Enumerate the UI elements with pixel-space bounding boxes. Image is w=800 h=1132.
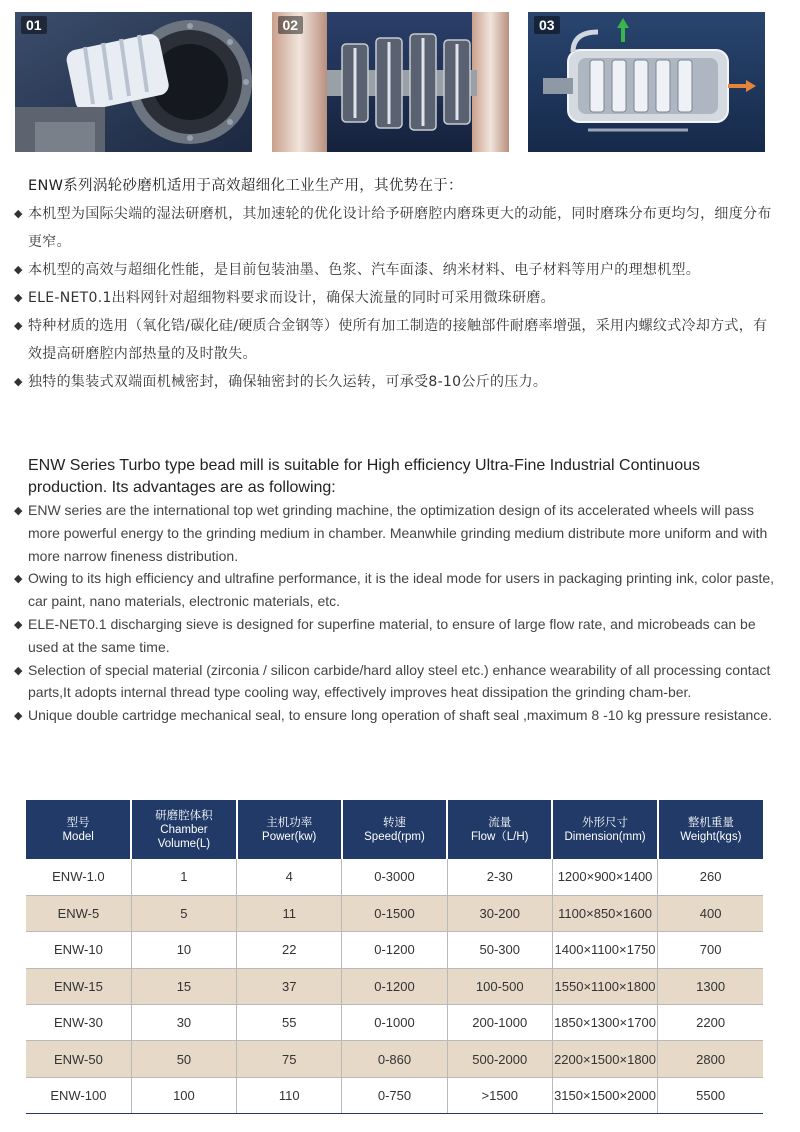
diamond-bullet-icon: ◆: [14, 319, 23, 332]
table-row: [26, 968, 763, 1004]
specification-table: [26, 800, 763, 1114]
chinese-advantage-item: [14, 256, 774, 284]
cell-power: 22: [237, 932, 342, 968]
cell-speed: 0-1200: [342, 968, 447, 1004]
english-advantage-text: ENW series are the international top wet grinding machine, the optimization design of its accelerated wheels will pass more powerful energy to the grinding medium in chamber. Meanwhile grinding medium distribute more uniform and with more narrow fineness distribution.: [28, 502, 768, 564]
cell-weight: 2200: [658, 1005, 763, 1041]
cell-volume: 1: [131, 859, 236, 895]
cell-weight: 700: [658, 932, 763, 968]
photo-number: 01: [21, 16, 47, 34]
cell-speed: 0-3000: [342, 859, 447, 895]
cell-power: 37: [237, 968, 342, 1004]
cell-speed: 0-1000: [342, 1005, 447, 1041]
english-advantage-item: [14, 567, 776, 613]
chinese-advantage-text: 本机型为国际尖端的湿法研磨机，其加速轮的优化设计给予研磨腔内磨珠更大的动能，同时磨珠分布更均匀，细度分布更窄。: [28, 206, 772, 250]
cell-model: ENW-100: [26, 1077, 131, 1113]
cell-volume: 30: [131, 1005, 236, 1041]
table-row: [26, 859, 763, 895]
diamond-bullet-icon: ◆: [14, 263, 23, 276]
photo-number: 03: [534, 16, 560, 34]
chinese-section-title: ENW系列涡轮砂磨机适用于高效超细化工业生产用，其优势在于：: [28, 178, 463, 194]
header-speed: 转速 Speed(rpm): [342, 800, 447, 859]
photo-strip: [15, 12, 765, 152]
english-advantage-text: Owing to its high efficiency and ultrafine performance, it is the ideal mode for users in packaging printing ink, color paste, car paint, nano materials, electronic materials, etc.: [28, 570, 775, 610]
cell-power: 11: [237, 895, 342, 931]
table-row: [26, 932, 763, 968]
cell-power: 55: [237, 1005, 342, 1041]
table-row: [26, 1005, 763, 1041]
photo-number: 02: [278, 16, 304, 34]
english-advantage-item: [14, 499, 776, 567]
cell-volume: 10: [131, 932, 236, 968]
table-header-row: [26, 800, 763, 859]
cell-flow: 100-500: [447, 968, 552, 1004]
cell-speed: 0-860: [342, 1041, 447, 1077]
diamond-bullet-icon: ◆: [14, 618, 23, 631]
diamond-bullet-icon: ◆: [14, 207, 23, 220]
photo-03-chamber-diagram: [528, 12, 765, 152]
cell-model: ENW-1.0: [26, 859, 131, 895]
cell-flow: >1500: [447, 1077, 552, 1113]
header-flow: 流量 Flow（L/H): [447, 800, 552, 859]
chinese-advantage-text: ELE-NET0.1出料网针对超细物料要求而设计，确保大流量的同时可采用微珠研磨。: [28, 290, 555, 306]
header-model: 型号 Model: [26, 800, 131, 859]
cell-weight: 2800: [658, 1041, 763, 1077]
header-power: 主机功率 Power(kw): [237, 800, 342, 859]
photo-01-rotor-cage: [15, 12, 252, 152]
cell-model: ENW-5: [26, 895, 131, 931]
diamond-bullet-icon: ◆: [14, 573, 23, 586]
cell-speed: 0-1500: [342, 895, 447, 931]
cell-dimension: 2200×1500×1800: [552, 1041, 657, 1077]
table-row: [26, 1077, 763, 1113]
header-weight: 整机重量 Weight(kgs): [658, 800, 763, 859]
rotor-cage-image: [15, 12, 252, 152]
cell-dimension: 1850×1300×1700: [552, 1005, 657, 1041]
diamond-bullet-icon: ◆: [14, 664, 23, 677]
chinese-advantage-item: [14, 200, 774, 256]
cell-volume: 5: [131, 895, 236, 931]
cell-dimension: 3150×1500×2000: [552, 1077, 657, 1113]
chamber-cutaway-image: [528, 12, 765, 152]
english-advantage-text: Unique double cartridge mechanical seal, to ensure long operation of shaft seal ,maximum 8 -10 kg pressure resistance.: [28, 707, 772, 724]
cell-model: ENW-30: [26, 1005, 131, 1041]
cell-flow: 50-300: [447, 932, 552, 968]
cell-weight: 400: [658, 895, 763, 931]
english-advantage-text: ELE-NET0.1 discharging sieve is designed for superfine material, to ensure of large flow rate, and microbeads can be used at the same time.: [28, 615, 756, 655]
cell-weight: 1300: [658, 968, 763, 1004]
diamond-bullet-icon: ◆: [14, 710, 23, 723]
cell-volume: 100: [131, 1077, 236, 1113]
chinese-advantage-item: [14, 284, 774, 312]
diamond-bullet-icon: ◆: [14, 505, 23, 517]
cell-weight: 5500: [658, 1077, 763, 1113]
cell-volume: 50: [131, 1041, 236, 1077]
english-section-title: ENW Series Turbo type bead mill is suitable for High efficiency Ultra-Fine Industrial Continuous production. Its advantages are as following:: [28, 457, 700, 496]
cell-power: 110: [237, 1077, 342, 1113]
cell-dimension: 1400×1100×1750: [552, 932, 657, 968]
chinese-advantage-text: 特种材质的选用（氧化锆/碳化硅/硬质合金钢等）使所有加工制造的接触部件耐磨率增强，采用内螺纹式冷却方式，有效提高研磨腔内部热量的及时散失。: [28, 318, 768, 362]
chinese-advantage-item: [14, 312, 774, 368]
chinese-advantages-section: [14, 175, 774, 396]
english-advantages-section: [14, 455, 776, 727]
cell-flow: 500-2000: [447, 1041, 552, 1077]
cell-model: ENW-10: [26, 932, 131, 968]
english-advantage-item: [14, 704, 776, 727]
cell-flow: 2-30: [447, 859, 552, 895]
cell-power: 4: [237, 859, 342, 895]
cell-weight: 260: [658, 859, 763, 895]
cell-volume: 15: [131, 968, 236, 1004]
cell-dimension: 1550×1100×1800: [552, 968, 657, 1004]
diamond-bullet-icon: ◆: [14, 375, 23, 388]
cell-dimension: 1100×850×1600: [552, 895, 657, 931]
table-row: [26, 1041, 763, 1077]
diamond-bullet-icon: ◆: [14, 291, 23, 304]
english-advantage-item: [14, 659, 776, 705]
cell-flow: 30-200: [447, 895, 552, 931]
chinese-advantage-text: 独特的集装式双端面机械密封，确保轴密封的长久运转，可承受8-10公斤的压力。: [28, 374, 548, 390]
cell-dimension: 1200×900×1400: [552, 859, 657, 895]
chinese-advantage-item: [14, 368, 774, 396]
cell-speed: 0-1200: [342, 932, 447, 968]
photo-02-turbo-rotor: [272, 12, 509, 152]
header-chamber-volume: 研磨腔体积 Chamber Volume(L): [131, 800, 236, 859]
header-dimension: 外形尺寸 Dimension(mm): [552, 800, 657, 859]
table-row: [26, 895, 763, 931]
cell-power: 75: [237, 1041, 342, 1077]
turbo-rotor-image: [272, 12, 509, 152]
chinese-advantage-text: 本机型的高效与超细化性能，是目前包装油墨、色浆、汽车面漆、纳米材料、电子材料等用户的理想机型。: [28, 262, 701, 278]
english-advantage-text: Selection of special material (zirconia / silicon carbide/hard alloy steel etc.) enhance wearability of all processing contact parts,It adopts internal thread type cooling way, effectively improves heat dissipation the grinding cham-ber.: [28, 661, 771, 701]
cell-flow: 200-1000: [447, 1005, 552, 1041]
english-advantage-item: [14, 613, 776, 659]
cell-model: ENW-15: [26, 968, 131, 1004]
cell-model: ENW-50: [26, 1041, 131, 1077]
cell-speed: 0-750: [342, 1077, 447, 1113]
